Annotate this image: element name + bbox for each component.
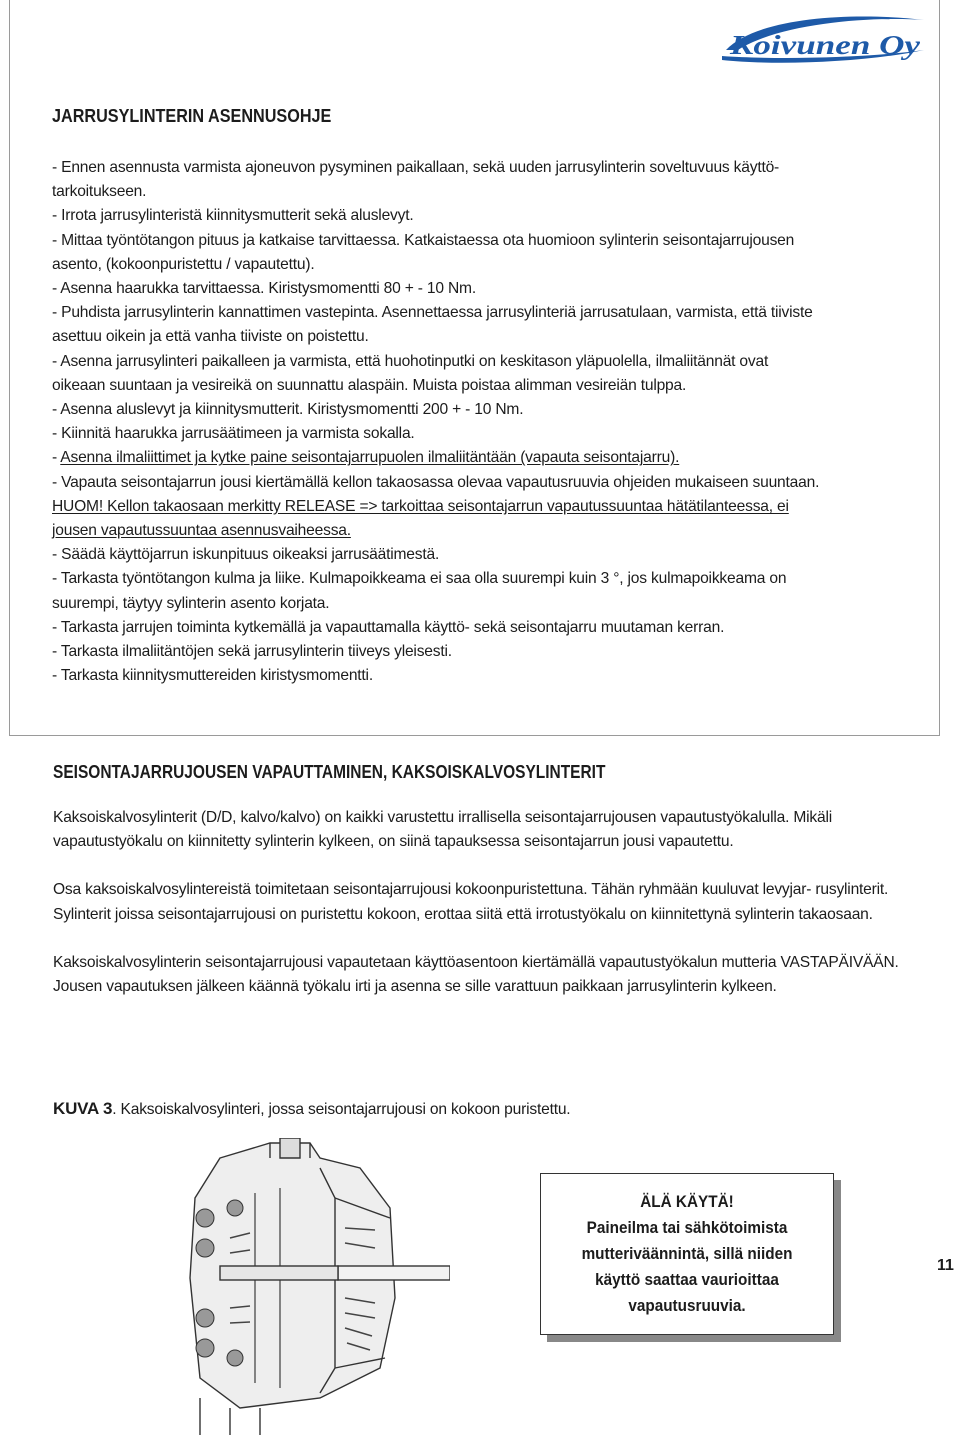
- company-logo: [718, 10, 930, 66]
- figure-label: KUVA 3: [53, 1099, 113, 1118]
- warning-box: [540, 1173, 834, 1335]
- instruction-line-underlined: - Asenna ilmaliittimet ja kytke paine seisontajarrupuolen ilmaliitäntään (vapauta seisontajarru).: [52, 449, 680, 467]
- instruction-line: - Vapauta seisontajarrun jousi kiertämällä kellon takaosassa olevaa vapautusruuvia ohjeiden mukaiseen suuntaan.: [52, 473, 820, 491]
- instruction-line: tarkoitukseen.: [52, 183, 147, 201]
- instruction-line: - Mittaa työntötangon pituus ja katkaise tarvittaessa. Katkaistaessa ota huomioon sylinterin seisontajarrujousen: [52, 231, 795, 249]
- cylinder-cross-section-image: [160, 1138, 450, 1435]
- section-title-spring-release: SEISONTAJARRUJOUSEN VAPAUTTAMINEN, KAKSOISKALVOSYLINTERIT: [53, 762, 606, 782]
- instruction-line: oikeaan suuntaan ja vesireikä on suunnattu alaspäin. Muista poistaa alimman vesireiän tulppa.: [52, 376, 687, 394]
- instruction-line: - Tarkasta kiinnitysmuttereiden kiristysmomentti.: [52, 667, 373, 685]
- page-number: 11: [937, 1257, 954, 1274]
- instruction-line: - Asenna haarukka tarvittaessa. Kiristysmomentti 80 + - 10 Nm.: [52, 280, 476, 298]
- warning-text-line: käyttö saattaa vaurioittaa: [595, 1270, 779, 1289]
- warning-text-line: mutteriväännintä, sillä niiden: [581, 1244, 793, 1263]
- instruction-line: suurempi, täytyy sylinterin asento korjata.: [52, 594, 330, 612]
- instruction-line: - Kiinnitä haarukka jarrusäätimeen ja varmista sokalla.: [52, 425, 415, 443]
- warning-text-line: vapautusruuvia.: [628, 1296, 746, 1315]
- instruction-line: - Tarkasta ilmaliitäntöjen sekä jarrusylinterin tiiveys yleisesti.: [52, 643, 452, 661]
- instruction-line: asettuu oikein ja että vanha tiiviste on poistettu.: [52, 328, 369, 346]
- brake-cylinder-drawing: [160, 1138, 450, 1435]
- figure-caption: [53, 1099, 570, 1119]
- note-line: jousen vapautussuuntaa asennusvaiheessa.: [52, 522, 351, 540]
- spring-release-text: [53, 806, 903, 1023]
- instruction-line: asento, (kokoonpuristettu / vapautettu).: [52, 255, 315, 273]
- koivunen-logo-graphic: [718, 10, 930, 66]
- installation-instructions: [52, 156, 882, 688]
- paragraph: Osa kaksoiskalvosylintereistä toimitetaan seisontajarrujousi kokoonpuristettuna. Tähän ryhmään kuuluvat levyjar- rusylinterit. Sylinterit joissa seisontajarrujousi on puristettu kokoon, erottaa siitä että irrotustyökalu on kiinnitettynä sylinterin takaosaan.: [53, 881, 889, 923]
- instruction-line: - Tarkasta jarrujen toiminta kytkemällä ja vapauttamalla käyttö- sekä seisontajarru muutaman kerran.: [52, 618, 725, 636]
- instruction-line: - Tarkasta työntötangon kulma ja liike. Kulmapoikkeama ei saa olla suurempi kuin 3 °, jos kulmapoikkeama on: [52, 570, 787, 588]
- figure-caption-text: . Kaksoiskalvosylinteri, jossa seisontajarrujousi on kokoon puristettu.: [112, 1101, 571, 1118]
- instruction-line: - Asenna jarrusylinteri paikalleen ja varmista, että huohotinputki on keskitason yläpuolella, ilmaliitännät ovat: [52, 352, 769, 370]
- instruction-line: - Ennen asennusta varmista ajoneuvon pysyminen paikallaan, sekä uuden jarrusylinterin soveltuvuus käyttö-: [52, 159, 780, 176]
- warning-heading: ÄLÄ KÄYTÄ!: [640, 1192, 734, 1211]
- paragraph: Kaksoiskalvosylinterit (D/D, kalvo/kalvo) on kaikki varustettu irrallisella seisontajarrujousen vapautustyökalulla. Mikäli vapautustyökalu on kiinnitetty sylinterin kylkeen, on siinä tapauksessa seisontajarrun jousi vapautettu.: [53, 809, 833, 851]
- instruction-line: - Asenna aluslevyt ja kiinnitysmutterit. Kiristysmomentti 200 + - 10 Nm.: [52, 401, 524, 419]
- svg-text:Koivunen Oy: Koivunen Oy: [728, 30, 922, 60]
- instruction-line: - Irrota jarrusylinteristä kiinnitysmutterit sekä aluslevyt.: [52, 207, 414, 225]
- section-title-installation: JARRUSYLINTERIN ASENNUSOHJE: [52, 106, 332, 126]
- instruction-line: - Puhdista jarrusylinterin kannattimen vastepinta. Asennettaessa jarrusylinteriä jarrusatulaan, varmista, että tiiviste: [52, 304, 813, 322]
- instruction-line: - Säädä käyttöjarrun iskunpituus oikeaksi jarrusäätimestä.: [52, 546, 440, 564]
- warning-text-line: Paineilma tai sähkötoimista: [586, 1218, 788, 1237]
- paragraph: Kaksoiskalvosylinterin seisontajarrujousi vapautetaan käyttöasentoon kiertämällä vapautustyökalun mutteria VASTAPÄIVÄÄN. Jousen vapautuksen jälkeen käännä työkalu irti ja asenna se sille varattuun paikkaan jarrusylinterin kylkeen.: [53, 953, 899, 996]
- note-line: HUOM! Kellon takaosaan merkitty RELEASE => tarkoittaa seisontajarrun vapautussuuntaa hätätilanteessa, ei: [52, 497, 789, 515]
